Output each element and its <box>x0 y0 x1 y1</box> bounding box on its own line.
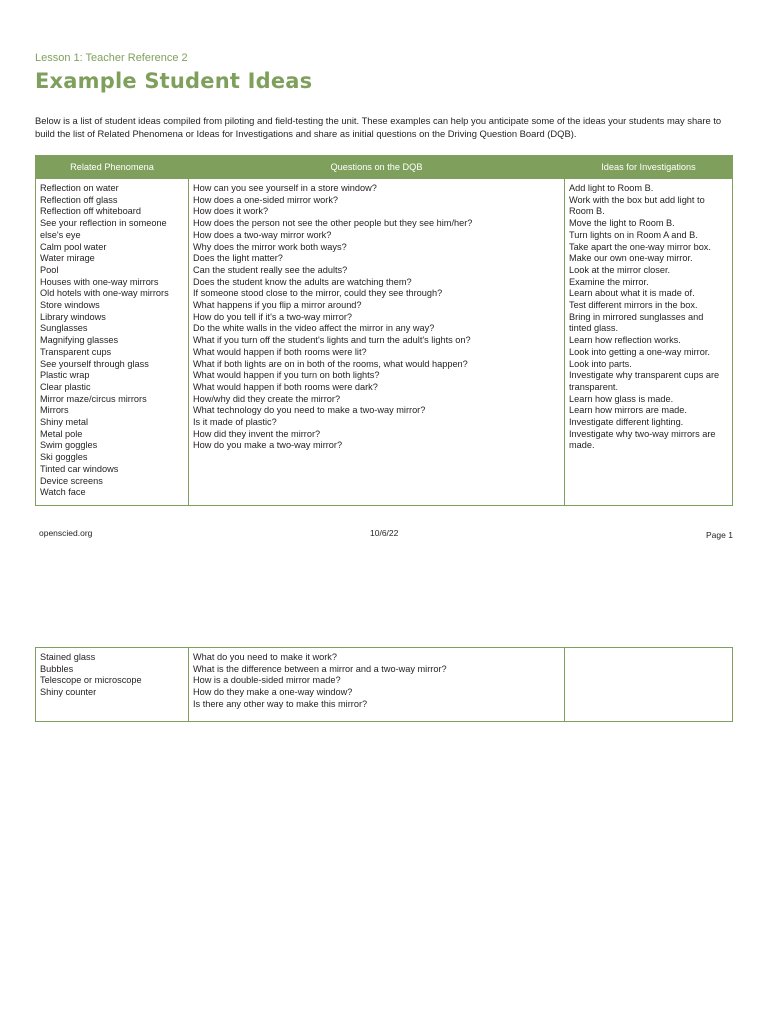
question-item: How/why did they create the mirror? <box>193 393 341 404</box>
investigation-item: Add light to Room B. <box>569 183 654 193</box>
intro-paragraph: Below is a list of student ideas compiled from piloting and field-testing the unit. These examples can help you anticipate some of the ideas your students may share to build the list of Related Phenomena or Ideas for Investigations and share as initial questions on the Driving Question Board (DQB). <box>35 115 722 139</box>
question-item: How is a double-sided mirror made? <box>193 675 341 686</box>
question-item: What would happen if you turn on both lights? <box>193 370 380 381</box>
phenomenon-item: Sunglasses <box>40 323 88 334</box>
phenomenon-item: Water mirage <box>40 253 95 264</box>
investigations-cell <box>565 648 733 722</box>
student-ideas-table-continued <box>35 647 733 722</box>
phenomenon-item: Houses with one-way mirrors <box>40 276 159 287</box>
footer-date: 10/6/22 <box>370 528 399 538</box>
question-item: How does a one-sided mirror work? <box>193 194 339 205</box>
question-item: How does it work? <box>193 206 269 217</box>
question-item: What is the difference between a mirror and a two-way mirror? <box>193 663 447 674</box>
question-item: What happens if you flip a mirror around? <box>193 300 362 311</box>
phenomenon-item: Stained glass <box>40 652 96 662</box>
phenomenon-item: See yourself through glass <box>40 358 149 369</box>
question-item: Can the student really see the adults? <box>193 264 348 275</box>
phenomenon-item: Telescope or microscope <box>40 675 142 686</box>
investigation-item: Look into parts. <box>569 358 632 369</box>
investigation-item: Look into getting a one-way mirror. <box>569 346 710 357</box>
phenomenon-item: Plastic wrap <box>40 370 90 381</box>
phenomenon-item: Library windows <box>40 311 106 322</box>
question-item: How does the person not see the other people but they see him/her? <box>193 218 473 229</box>
phenomenon-item: Reflection off whiteboard <box>40 206 141 217</box>
question-item: How did they invent the mirror? <box>193 428 321 439</box>
phenomenon-item: Watch face <box>40 487 86 498</box>
student-ideas-table <box>35 155 733 506</box>
phenomenon-item: Clear plastic <box>40 381 91 392</box>
investigation-item: Investigate why two-way mirrors are made. <box>569 428 716 451</box>
phenomenon-item: Store windows <box>40 300 100 311</box>
investigation-item: Learn about what it is made of. <box>569 288 695 299</box>
investigation-item: Test different mirrors in the box. <box>569 300 698 311</box>
phenomenon-item: Old hotels with one-way mirrors <box>40 288 169 299</box>
investigation-item: Turn lights on in Room A and B. <box>569 229 698 240</box>
question-item: Does the light matter? <box>193 253 283 264</box>
phenomenon-item: Shiny counter <box>40 687 97 698</box>
phenomenon-item: See your reflection in someone else's eye <box>40 218 167 240</box>
phenomenon-item: Ski goggles <box>40 452 88 463</box>
investigation-item: Investigate why transparent cups are transparent. <box>569 370 720 392</box>
question-item: How do you tell if it's a two-way mirror? <box>193 311 353 322</box>
question-item: What if both lights are on in both of the rooms, what would happen? <box>193 358 468 369</box>
question-item: Do the white walls in the video affect the mirror in any way? <box>193 323 435 334</box>
question-item: What do you need to make it work? <box>193 652 338 662</box>
phenomenon-item: Bubbles <box>40 663 74 674</box>
phenomenon-item: Device screens <box>40 475 103 486</box>
questions-cell <box>189 648 565 722</box>
questions-cell <box>189 179 565 506</box>
phenomenon-item: Tinted car windows <box>40 463 119 474</box>
investigation-item: Look at the mirror closer. <box>569 264 671 275</box>
investigation-item: Investigate different lighting. <box>569 417 684 428</box>
footer-site: openscied.org <box>39 528 93 538</box>
table-row <box>36 648 733 722</box>
question-item: What if you turn off the student's lights and turn the adult's lights on? <box>193 335 471 346</box>
header-questions-dqb: Questions on the DQB <box>189 156 565 179</box>
investigation-item: Learn how mirrors are made. <box>569 405 687 416</box>
question-item: Is there any other way to make this mirror? <box>193 698 368 709</box>
phenomenon-item: Mirrors <box>40 405 69 416</box>
question-item: What would happen if both rooms were lit? <box>193 346 367 357</box>
phenomenon-item: Shiny metal <box>40 417 89 428</box>
lesson-label: Lesson 1: Teacher Reference 2 <box>35 52 188 64</box>
investigation-item: Examine the mirror. <box>569 276 649 287</box>
investigation-item: Take apart the one-way mirror box. <box>569 241 711 252</box>
question-item: How do they make a one-way window? <box>193 687 353 698</box>
investigation-item: Work with the box but add light to Room B. <box>569 194 705 217</box>
page-title: Example Student Ideas <box>35 69 313 93</box>
question-item: How does a two-way mirror work? <box>193 229 332 240</box>
investigation-item: Learn how reflection works. <box>569 335 681 346</box>
phenomenon-item: Transparent cups <box>40 346 112 357</box>
phenomenon-item: Calm pool water <box>40 241 107 252</box>
phenomenon-item: Magnifying glasses <box>40 335 119 346</box>
investigation-item: Move the light to Room B. <box>569 218 675 229</box>
investigation-item: Bring in mirrored sunglasses and tinted glass. <box>569 311 704 334</box>
phenomena-cell <box>36 179 189 506</box>
question-item: Does the student know the adults are watching them? <box>193 276 412 287</box>
phenomenon-item: Reflection on water <box>40 183 119 193</box>
footer-page-number: Page 1 <box>706 530 733 540</box>
phenomenon-item: Swim goggles <box>40 440 98 451</box>
question-item: How do you make a two-way mirror? <box>193 440 343 451</box>
phenomenon-item: Pool <box>40 264 59 275</box>
phenomenon-item: Mirror maze/circus mirrors <box>40 393 147 404</box>
question-item: Why does the mirror work both ways? <box>193 241 347 252</box>
question-item: How can you see yourself in a store window? <box>193 183 377 193</box>
question-item: Is it made of plastic? <box>193 417 277 428</box>
table-header-row <box>36 156 733 179</box>
investigations-cell <box>565 179 733 506</box>
phenomenon-item: Metal pole <box>40 428 83 439</box>
question-item: What would happen if both rooms were dark? <box>193 381 378 392</box>
phenomenon-item: Reflection off glass <box>40 194 118 205</box>
question-item: If someone stood close to the mirror, could they see through? <box>193 288 443 299</box>
header-related-phenomena: Related Phenomena <box>36 156 189 179</box>
investigation-item: Learn how glass is made. <box>569 393 674 404</box>
investigation-item: Make our own one-way mirror. <box>569 253 693 264</box>
question-item: What technology do you need to make a two-way mirror? <box>193 405 426 416</box>
phenomena-cell <box>36 648 189 722</box>
table-row <box>36 179 733 506</box>
header-ideas-investigations: Ideas for Investigations <box>565 156 733 179</box>
